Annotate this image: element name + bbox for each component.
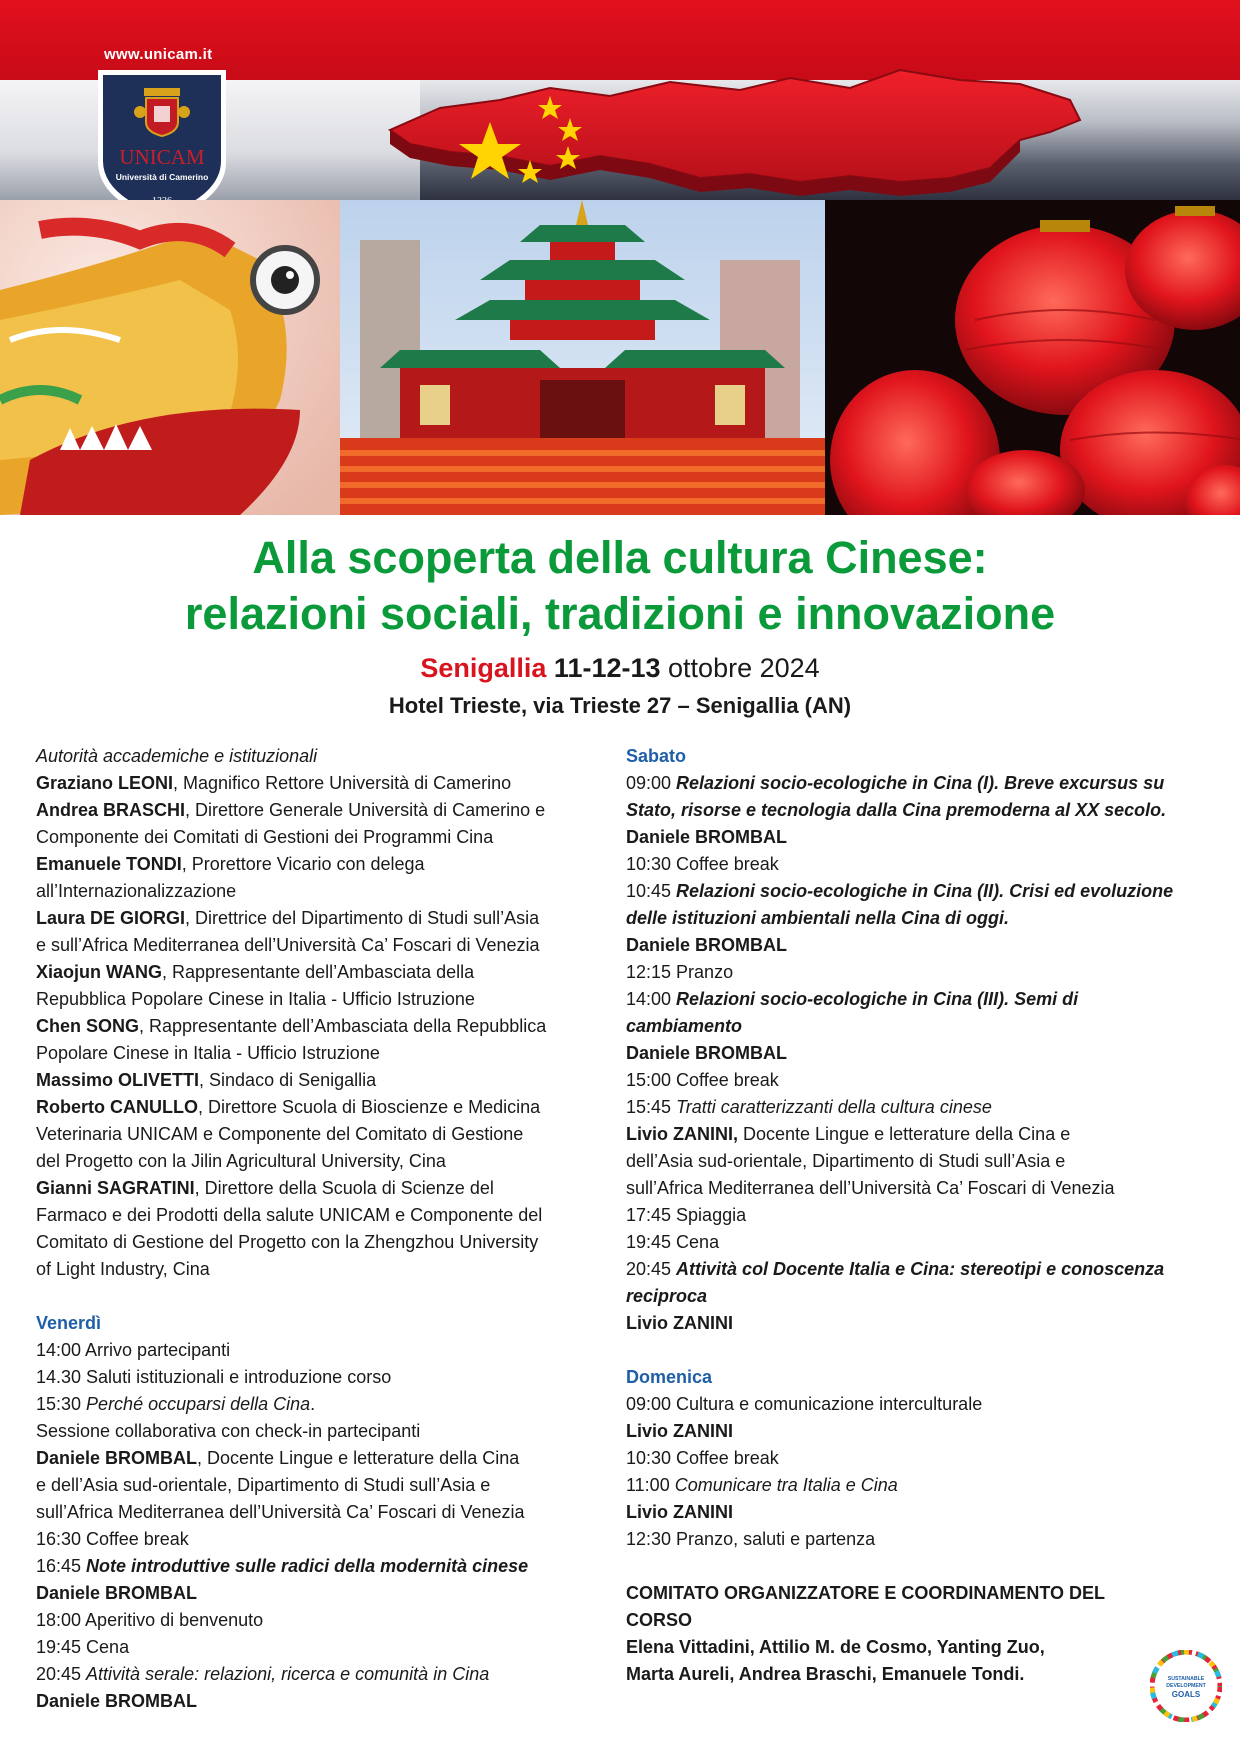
- text-line: [626, 932, 1211, 959]
- text-segment: Farmaco e dei Prodotti della salute UNICAM e Componente del: [36, 1205, 543, 1225]
- text-line: [36, 1472, 616, 1499]
- text-segment: Tratti caratterizzanti della cultura cinese: [676, 1097, 992, 1117]
- text-line: [36, 1526, 616, 1553]
- text-line: [626, 1580, 1211, 1607]
- text-line: [36, 1148, 616, 1175]
- sabato-heading: Sabato: [626, 746, 687, 766]
- text-segment: Livio ZANINI,: [626, 1124, 738, 1144]
- text-segment: , Direttore Scuola di Bioscienze e Medicina: [197, 1097, 541, 1117]
- text-line: [626, 1310, 1211, 1337]
- left-column: [36, 743, 616, 1715]
- text-segment: 10:30 Coffee break: [626, 854, 779, 874]
- sdg-line-2: DEVELOPMENT: [1166, 1683, 1206, 1689]
- text-segment: , Magnifico Rettore Università di Camerino: [173, 773, 512, 793]
- text-line: [36, 878, 616, 905]
- text-line: [626, 851, 1211, 878]
- text-line: [36, 1688, 616, 1715]
- text-segment: Roberto CANULLO: [36, 1097, 198, 1117]
- text-segment: of Light Industry, Cina: [36, 1259, 210, 1279]
- text-segment: Componente dei Comitati di Gestioni dei Programmi Cina: [36, 827, 494, 847]
- text-line: [626, 1526, 1211, 1553]
- text-line: [36, 797, 616, 824]
- text-segment: sull’Africa Mediterranea dell’Università Ca’ Foscari di Venezia: [36, 1502, 525, 1522]
- text-segment: 15:45: [626, 1097, 677, 1117]
- venerdi-schedule: [36, 1337, 616, 1715]
- text-segment: all’Internazionalizzazione: [36, 881, 237, 901]
- text-line: [36, 1067, 616, 1094]
- text-line: [36, 770, 616, 797]
- text-line: [36, 1094, 616, 1121]
- text-segment: Relazioni socio-ecologiche in Cina (I). Breve excursus su: [676, 773, 1165, 793]
- text-segment: Comunicare tra Italia e Cina: [674, 1475, 898, 1495]
- authorities-list: [36, 770, 616, 1283]
- text-segment: 12:15 Pranzo: [626, 962, 734, 982]
- red-lanterns-photo: [825, 200, 1240, 515]
- text-line: [626, 1148, 1211, 1175]
- text-segment: e sull’Africa Mediterranea dell’Università Ca’ Foscari di Venezia: [36, 935, 540, 955]
- domenica-heading: Domenica: [626, 1367, 713, 1387]
- text-segment: , Direttore Generale Università di Camerino e: [185, 800, 546, 820]
- text-line: [36, 1121, 616, 1148]
- text-segment: 18:00 Aperitivo di benvenuto: [36, 1610, 264, 1630]
- text-segment: 11:00: [626, 1475, 675, 1495]
- text-line: [626, 1607, 1211, 1634]
- event-dates: [0, 653, 1240, 684]
- right-column: [626, 743, 1211, 1688]
- text-segment: Emanuele TONDI: [36, 854, 182, 874]
- text-line: [36, 1364, 616, 1391]
- text-line: [626, 905, 1211, 932]
- text-segment: Comitato di Gestione del Progetto con la Zhengzhou University: [36, 1232, 539, 1252]
- text-line: [626, 1013, 1211, 1040]
- text-line: [36, 851, 616, 878]
- text-segment: Laura DE GIORGI: [36, 908, 186, 928]
- text-segment: , Rappresentante dell’Ambasciata della Repubblica: [139, 1016, 547, 1036]
- logo-subtitle: Università di Camerino: [115, 172, 209, 182]
- text-segment: Perché occuparsi della Cina: [86, 1394, 311, 1414]
- text-segment: 10:30 Coffee break: [626, 1448, 779, 1468]
- text-line: [36, 1175, 616, 1202]
- text-segment: 16:30 Coffee break: [36, 1529, 189, 1549]
- text-line: [626, 1040, 1211, 1067]
- website-url[interactable]: www.unicam.it: [104, 46, 213, 63]
- text-line: [626, 878, 1211, 905]
- text-segment: del Progetto con la Jilin Agricultural University, Cina: [36, 1151, 446, 1171]
- text-segment: Attività serale: relazioni, ricerca e comunità in Cina: [86, 1664, 490, 1684]
- text-segment: Xiaojun WANG: [36, 962, 162, 982]
- text-segment: cambiamento: [626, 1016, 743, 1036]
- text-line: [36, 1553, 616, 1580]
- text-line: [36, 1445, 616, 1472]
- text-segment: Relazioni socio-ecologiche in Cina (II). Crisi ed evoluzione: [676, 881, 1174, 901]
- text-segment: 16:45: [36, 1556, 87, 1576]
- text-line: [626, 986, 1211, 1013]
- text-segment: 17:45 Spiaggia: [626, 1205, 747, 1225]
- text-segment: , Rappresentante dell’Ambasciata della: [162, 962, 475, 982]
- text-line: [626, 1418, 1211, 1445]
- lion-dance-photo: [0, 200, 340, 515]
- text-segment: 20:45: [36, 1664, 87, 1684]
- text-line: [36, 1391, 616, 1418]
- text-line: [626, 959, 1211, 986]
- text-line: [36, 1229, 616, 1256]
- text-line: [626, 1229, 1211, 1256]
- text-line: [626, 1661, 1211, 1688]
- text-line: [36, 1418, 616, 1445]
- text-line: [36, 932, 616, 959]
- text-segment: , Direttrice del Dipartimento di Studi sull’Asia: [185, 908, 540, 928]
- text-line: [36, 1013, 616, 1040]
- event-days: 11-12-13: [553, 653, 661, 683]
- text-segment: Andrea BRASCHI: [36, 800, 186, 820]
- text-line: [626, 1175, 1211, 1202]
- text-line: [36, 986, 616, 1013]
- text-line: [36, 1661, 616, 1688]
- text-segment: Massimo OLIVETTI: [36, 1070, 200, 1090]
- text-segment: 14:00 Arrivo partecipanti: [36, 1340, 231, 1360]
- text-segment: 15:30: [36, 1394, 87, 1414]
- text-line: [626, 1499, 1211, 1526]
- text-line: [626, 1634, 1211, 1661]
- event-venue: Hotel Trieste, via Trieste 27 – Senigallia (AN): [388, 693, 852, 718]
- text-line: [36, 1499, 616, 1526]
- text-segment: reciproca: [626, 1286, 708, 1306]
- organizing-committee: [626, 1580, 1211, 1688]
- pagoda-photo: [340, 200, 825, 515]
- text-line: [626, 1121, 1211, 1148]
- text-line: [36, 1634, 616, 1661]
- text-segment: Sessione collaborativa con check-in partecipanti: [36, 1421, 421, 1441]
- text-segment: CORSO: [626, 1610, 693, 1630]
- text-line: [36, 959, 616, 986]
- text-segment: delle istituzioni ambientali nella Cina di oggi.: [626, 908, 1010, 928]
- text-segment: 20:45: [626, 1259, 677, 1279]
- text-line: [36, 1580, 616, 1607]
- text-segment: , Sindaco di Senigallia: [199, 1070, 377, 1090]
- text-segment: e dell’Asia sud-orientale, Dipartimento di Studi sull’Asia e: [36, 1475, 491, 1495]
- sabato-schedule: [626, 770, 1211, 1337]
- authorities-heading: Autorità accademiche e istituzionali: [36, 746, 318, 766]
- text-segment: Livio ZANINI: [626, 1502, 733, 1522]
- text-segment: Elena Vittadini, Attilio M. de Cosmo, Yanting Zuo,: [626, 1637, 1045, 1657]
- sdg-line-3: GOALS: [1171, 1690, 1201, 1699]
- text-segment: Repubblica Popolare Cinese in Italia - Ufficio Istruzione: [36, 989, 475, 1009]
- text-line: [626, 797, 1211, 824]
- text-segment: Daniele BROMBAL: [626, 935, 788, 955]
- text-line: [36, 1337, 616, 1364]
- text-segment: 12:30 Pranzo, saluti e partenza: [626, 1529, 876, 1549]
- text-segment: Livio ZANINI: [626, 1421, 733, 1441]
- text-segment: Popolare Cinese in Italia - Ufficio Istruzione: [36, 1043, 380, 1063]
- text-segment: 19:45 Cena: [626, 1232, 720, 1252]
- text-segment: Marta Aureli, Andrea Braschi, Emanuele Tondi.: [626, 1664, 1025, 1684]
- text-segment: Daniele BROMBAL: [36, 1448, 198, 1468]
- sdg-line-1: SUSTAINABLE: [1167, 1676, 1205, 1682]
- text-segment: 09:00: [626, 773, 677, 793]
- event-month-year: ottobre 2024: [668, 653, 820, 683]
- domenica-schedule: [626, 1391, 1211, 1553]
- text-segment: 15:00 Coffee break: [626, 1070, 779, 1090]
- text-line: [626, 1094, 1211, 1121]
- text-segment: Daniele BROMBAL: [626, 827, 788, 847]
- text-line: [626, 1391, 1211, 1418]
- text-segment: , Prorettore Vicario con delega: [181, 854, 425, 874]
- text-line: [36, 1256, 616, 1283]
- text-segment: 19:45 Cena: [36, 1637, 130, 1657]
- sdg-goals-icon: [1150, 1650, 1222, 1722]
- text-line: [36, 1607, 616, 1634]
- text-segment: Daniele BROMBAL: [36, 1583, 198, 1603]
- event-city: Senigallia: [420, 653, 547, 683]
- text-line: [626, 1256, 1211, 1283]
- text-line: [626, 1472, 1211, 1499]
- text-segment: 14.30 Saluti istituzionali e introduzione corso: [36, 1367, 392, 1387]
- text-line: [36, 905, 616, 932]
- text-segment: COMITATO ORGANIZZATORE E COORDINAMENTO DEL: [626, 1583, 1105, 1603]
- text-segment: Chen SONG: [36, 1016, 140, 1036]
- text-segment: Graziano LEONI: [36, 773, 174, 793]
- text-segment: 14:00: [626, 989, 677, 1009]
- text-segment: .: [310, 1394, 316, 1414]
- title-line-2: relazioni sociali, tradizioni e innovazione: [184, 588, 1056, 639]
- text-line: [36, 1040, 616, 1067]
- text-line: [626, 1202, 1211, 1229]
- text-segment: Daniele BROMBAL: [626, 1043, 788, 1063]
- text-segment: , Docente Lingue e letterature della Cina: [197, 1448, 520, 1468]
- text-segment: 09:00 Cultura e comunicazione interculturale: [626, 1394, 983, 1414]
- text-line: [626, 770, 1211, 797]
- text-line: [626, 824, 1211, 851]
- text-segment: 10:45: [626, 881, 677, 901]
- text-segment: sull’Africa Mediterranea dell’Università Ca’ Foscari di Venezia: [626, 1178, 1115, 1198]
- text-line: [626, 1445, 1211, 1472]
- text-segment: Veterinaria UNICAM e Componente del Comitato di Gestione: [36, 1124, 524, 1144]
- venerdi-heading: Venerdì: [36, 1313, 102, 1333]
- logo-name: UNICAM: [119, 145, 205, 169]
- text-segment: dell’Asia sud-orientale, Dipartimento di Studi sull’Asia e: [626, 1151, 1066, 1171]
- text-segment: Stato, risorse e tecnologia dalla Cina premoderna al XX secolo.: [626, 800, 1167, 820]
- china-flag-map: [380, 60, 1140, 210]
- text-segment: Note introduttive sulle radici della modernità cinese: [86, 1556, 529, 1576]
- text-line: [626, 1283, 1211, 1310]
- text-segment: Livio ZANINI: [626, 1313, 733, 1333]
- text-segment: Gianni SAGRATINI: [36, 1178, 195, 1198]
- text-segment: Relazioni socio-ecologiche in Cina (III). Semi di: [676, 989, 1079, 1009]
- event-title: [0, 530, 1240, 642]
- text-segment: Docente Lingue e letterature della Cina e: [738, 1124, 1071, 1144]
- text-line: [626, 1067, 1211, 1094]
- text-line: [36, 824, 616, 851]
- text-segment: Daniele BROMBAL: [36, 1691, 198, 1711]
- photo-strip: [0, 200, 1240, 515]
- text-segment: Attività col Docente Italia e Cina: stereotipi e conoscenza: [676, 1259, 1165, 1279]
- text-line: [36, 1202, 616, 1229]
- text-segment: , Direttore della Scuola di Scienze del: [194, 1178, 494, 1198]
- title-line-1: Alla scoperta della cultura Cinese:: [252, 532, 988, 583]
